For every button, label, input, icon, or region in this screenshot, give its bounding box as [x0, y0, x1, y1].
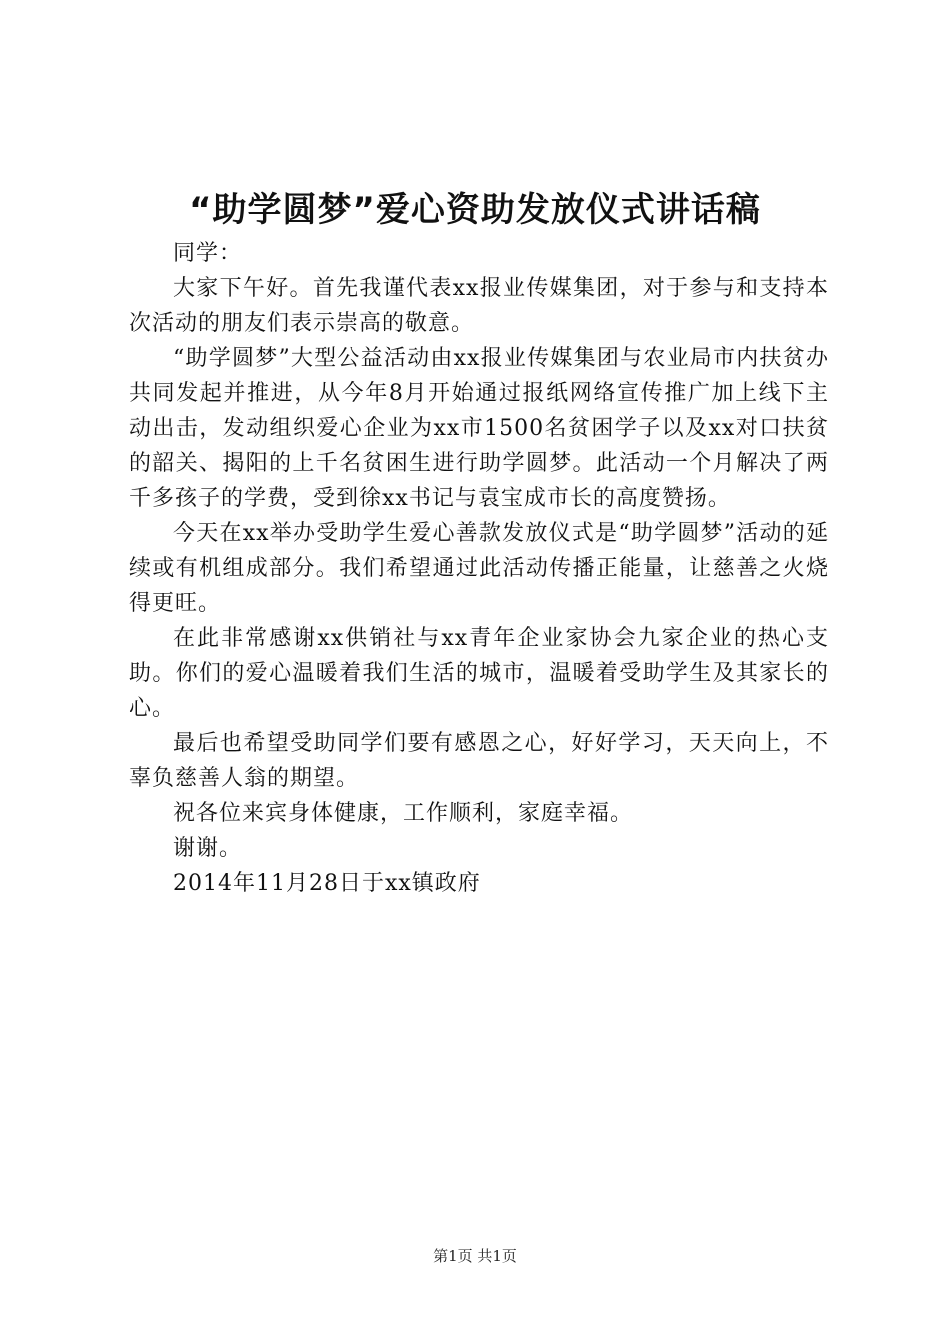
- paragraph-ceremony: 今天在xx举办受助学生爱心善款发放仪式是“助学圆梦”活动的延续或有机组成部分。我们希望通过此活动传播正能量，让慈善之火烧得更旺。: [129, 521, 829, 616]
- document-body: [129, 236, 829, 901]
- paragraph-hope: 最后也希望受助同学们要有感恩之心，好好学习，天天向上，不辜负慈善人翁的期望。: [129, 731, 829, 791]
- salutation: 同学：: [173, 241, 243, 266]
- paragraph-wishes: 祝各位来宾身体健康，工作顺利，家庭幸福。: [173, 801, 634, 826]
- paragraph-thanks: 在此非常感谢xx供销社与xx青年企业家协会九家企业的热心支助。你们的爱心温暖着我们生活的城市，温暖着受助学生及其家长的心。: [129, 626, 829, 721]
- paragraph-activity: “助学圆梦”大型公益活动由xx报业传媒集团与农业局市内扶贫办共同发起并推进，从今年8月开始通过报纸网络宣传推广加上线下主动出击，发动组织爱心企业为xx市1500名贫困学子以及xx对口扶贫的韶关、揭阳的上千名贫困生进行助学圆梦。此活动一个月解决了两千多孩子的学费，受到徐xx书记与袁宝成市长的高度赞扬。: [129, 346, 829, 511]
- document-date: 2014年11月28日于xx镇政府: [173, 871, 481, 896]
- paragraph-greeting: 大家下午好。首先我谨代表xx报业传媒集团，对于参与和支持本次活动的朋友们表示崇高的敬意。: [129, 276, 829, 336]
- page-number-footer: 第1页 共1页: [433, 1247, 517, 1265]
- paragraph-closing: 谢谢。: [173, 836, 243, 861]
- document-title: “助学圆梦”爱心资助发放仪式讲话稿: [189, 190, 761, 230]
